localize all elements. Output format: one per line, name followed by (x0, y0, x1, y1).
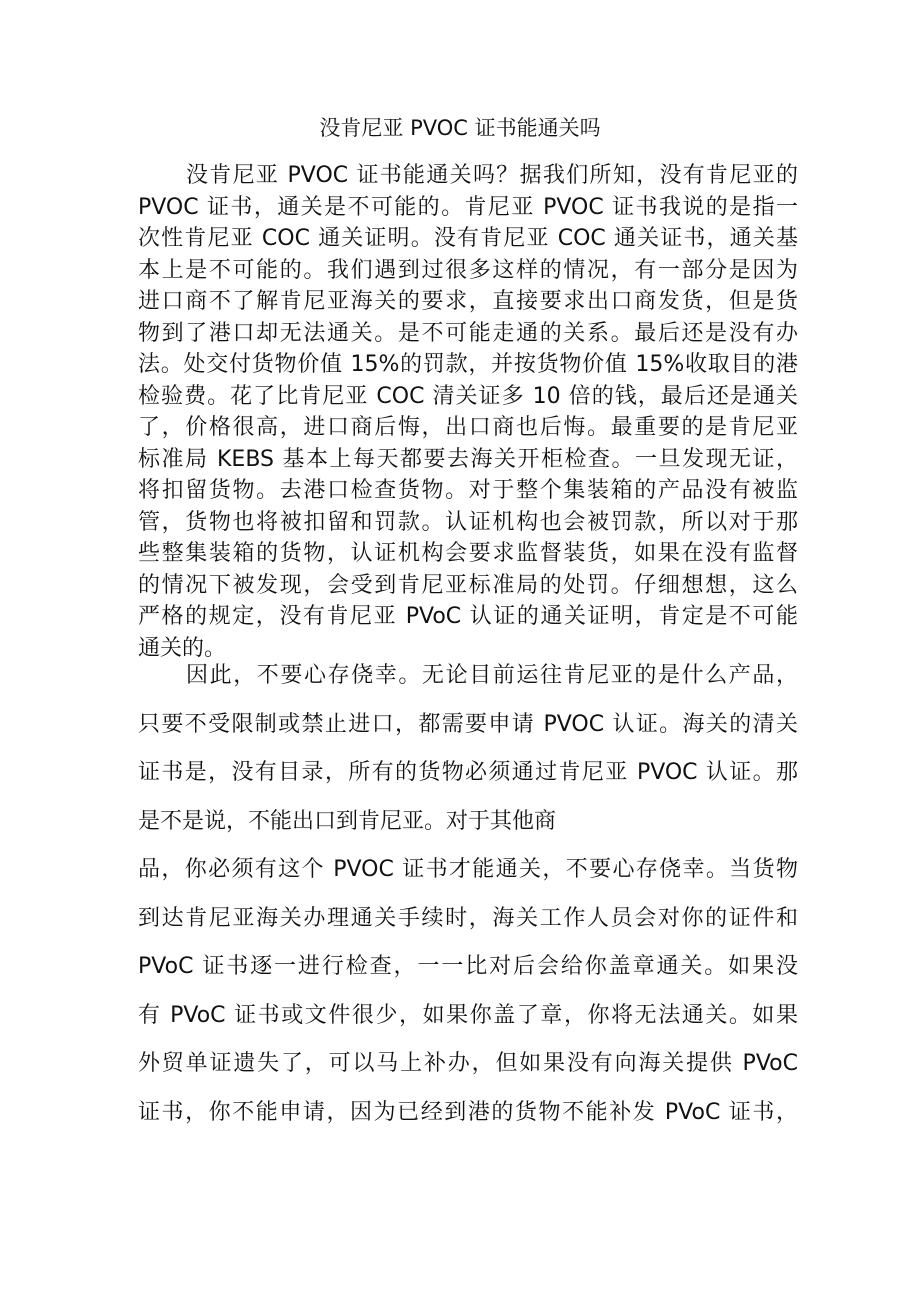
paragraph-line: 没肯尼亚 PVOC 证书能通关吗？据我们所知，没有肯尼亚的 (186, 163, 798, 188)
paragraph-line: PVoC 证书逐一进行检查，一一比对后会给你盖章通关。如果没 (138, 954, 798, 979)
paragraph-2 (138, 652, 798, 1137)
paragraph-line: 管，货物也将被扣留和罚款。认证机构也会被罚款，所以对于那 (138, 509, 798, 535)
paragraph-line: 检验费。花了比肯尼亚 COC 清关证多 10 倍的钱，最后还是通关 (138, 383, 798, 409)
paragraph-line: 次性肯尼亚 COC 通关证明。没有肯尼亚 COC 通关证书，通关基 (138, 226, 798, 251)
paragraph-line: 证书是，没有目录，所有的货物必须通过肯尼亚 PVOC 认证。那 (138, 760, 798, 785)
paragraph-line: 了，价格很高，进口商后悔，出口商也后悔。最重要的是肯尼亚 (138, 415, 798, 440)
paragraph-line: 品，你必须有这个 PVOC 证书才能通关，不要心存侥幸。当货物 (138, 857, 798, 882)
paragraph-line: 些整集装箱的货物，认证机构会要求监督装货，如果在没有监督 (138, 541, 798, 566)
paragraph-line: 通关的。 (138, 635, 227, 661)
paragraph-line: 严格的规定，没有肯尼亚 PVoC 认证的通关证明，肯定是不可能 (138, 604, 798, 629)
paragraph-line: 是不是说，不能出口到肯尼亚。对于其他商 (138, 808, 557, 834)
paragraph-line: 物到了港口却无法通关。是不可能走通的关系。最后还是没有办 (138, 320, 798, 346)
paragraph-line: 证书，你不能申请，因为已经到港的货物不能补发 PVoC 证书， (138, 1099, 798, 1125)
paragraph-line: 本上是不可能的。我们遇到过很多这样的情况，有一部分是因为 (138, 257, 798, 283)
paragraph-line: 进口商不了解肯尼亚海关的要求，直接要求出口商发货，但是货 (138, 289, 798, 314)
paragraph-line: 有 PVoC 证书或文件很少，如果你盖了章，你将无法通关。如果 (138, 1002, 798, 1028)
paragraph-line: 标准局 KEBS 基本上每天都要去海关开柜检查。一旦发现无证， (138, 446, 798, 472)
paragraph-line: 法。处交付货物价值 15%的罚款，并按货物价值 15%收取目的港 (138, 352, 798, 377)
paragraph-1 (138, 160, 798, 664)
paragraph-line: PVOC 证书，通关是不可能的。肯尼亚 PVOC 证书我说的是指一 (138, 194, 798, 220)
paragraph-line: 因此，不要心存侥幸。无论目前运往肯尼亚的是什么产品， (186, 663, 798, 688)
paragraph-line: 将扣留货物。去港口检查货物。对于整个集装箱的产品没有被监 (138, 478, 798, 503)
paragraph-line: 外贸单证遗失了，可以马上补办，但如果没有向海关提供 PVoC (138, 1051, 798, 1076)
paragraph-line: 的情况下被发现，会受到肯尼亚标准局的处罚。仔细想想，这么 (138, 572, 798, 598)
paragraph-line: 只要不受限制或禁止进口，都需要申请 PVOC 认证。海关的清关 (138, 711, 798, 737)
paragraph-line: 到达肯尼亚海关办理通关手续时，海关工作人员会对你的证件和 (138, 905, 798, 931)
document-title: 没肯尼亚 PVOC 证书能通关吗 (319, 116, 601, 140)
